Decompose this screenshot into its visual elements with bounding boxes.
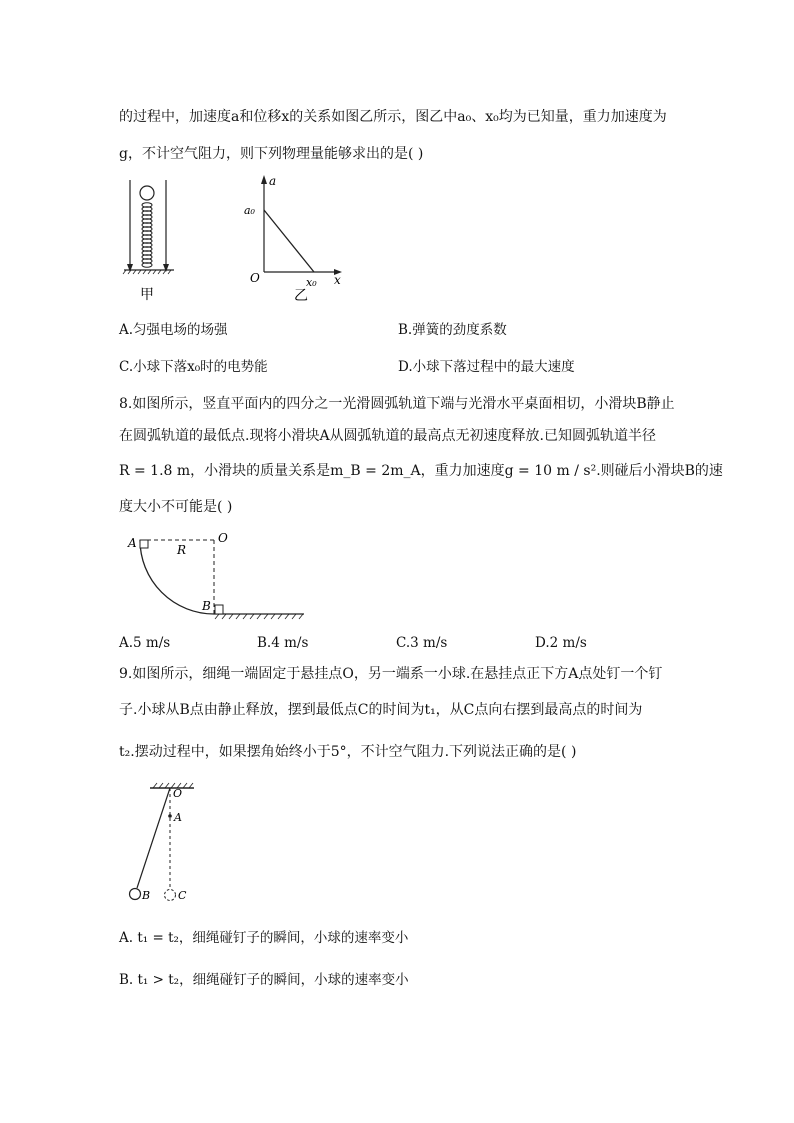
q8-stem-line-3: R = 1.8 m，小滑块的质量关系是m_B = 2m_A，重力加速度g = 10 m / s².则碰后小滑块B的速 (119, 463, 723, 479)
q9-figure-pendulum (120, 780, 220, 910)
q7-fig-yi-label: 乙 (294, 288, 308, 304)
q8-label-o: O (218, 531, 228, 545)
q8-option-a[interactable]: A.5 m/s (119, 635, 171, 651)
q7-axis-a-label: a (269, 174, 277, 188)
q7-stem-line-2: g，不计空气阻力，则下列物理量能够求出的是( ) (119, 146, 424, 162)
q8-label-b: B (202, 599, 211, 613)
q9-stem-line-2: 子.小球从B点由静止释放，摆到最低点C的时间为t₁，从C点向右摆到最高点的时间为 (119, 702, 643, 718)
q7-figure-yi (238, 172, 358, 302)
q9-label-a: A (174, 811, 182, 824)
q9-stem-line-1: 9.如图所示，细绳一端固定于悬挂点O，另一端系一小球.在悬挂点正下方A点处钉一个钉 (119, 666, 663, 682)
q8-option-d[interactable]: D.2 m/s (535, 635, 587, 651)
q9-label-b: B (142, 889, 151, 902)
q7-figure-jia (118, 180, 188, 310)
q7-option-a[interactable]: A.匀强电场的场强 (119, 322, 228, 338)
q7-x0-label: x₀ (306, 276, 317, 289)
q8-label-r: R (177, 543, 187, 557)
q8-stem-line-4: 度大小不可能是( ) (119, 499, 233, 515)
q7-option-b[interactable]: B.弹簧的劲度系数 (398, 322, 507, 338)
q7-stem-line-1: 的过程中，加速度a和位移x的关系如图乙所示，图乙中a₀、x₀均为已知量，重力加速度为 (119, 109, 667, 125)
q9-option-b[interactable]: B. t₁ > t₂，细绳碰钉子的瞬间，小球的速率变小 (119, 972, 409, 988)
q9-stem-line-3: t₂.摆动过程中，如果摆角始终小于5°，不计空气阻力.下列说法正确的是( ) (119, 744, 577, 760)
q8-label-a: A (128, 536, 137, 550)
q7-origin-label: O (250, 271, 260, 285)
q9-option-a[interactable]: A. t₁ = t₂，细绳碰钉子的瞬间，小球的速率变小 (119, 930, 409, 946)
q8-stem-line-2: 在圆弧轨道的最低点.现将小滑块A从圆弧轨道的最高点无初速度释放.已知圆弧轨道半径 (119, 428, 657, 444)
q8-option-b[interactable]: B.4 m/s (257, 635, 309, 651)
q9-label-o: O (173, 787, 183, 800)
q7-axis-x-label: x (334, 273, 341, 287)
q7-option-d[interactable]: D.小球下落过程中的最大速度 (398, 359, 575, 375)
q8-stem-line-1: 8.如图所示，竖直平面内的四分之一光滑圆弧轨道下端与光滑水平桌面相切，小滑块B静止 (119, 396, 675, 412)
q7-option-c[interactable]: C.小球下落x₀时的电势能 (119, 359, 268, 375)
q7-a0-label: a₀ (244, 204, 255, 217)
q8-figure-arc-track (118, 528, 318, 628)
q9-label-c: C (178, 889, 187, 902)
q7-fig-jia-label: 甲 (140, 287, 154, 303)
q8-option-c[interactable]: C.3 m/s (396, 635, 448, 651)
